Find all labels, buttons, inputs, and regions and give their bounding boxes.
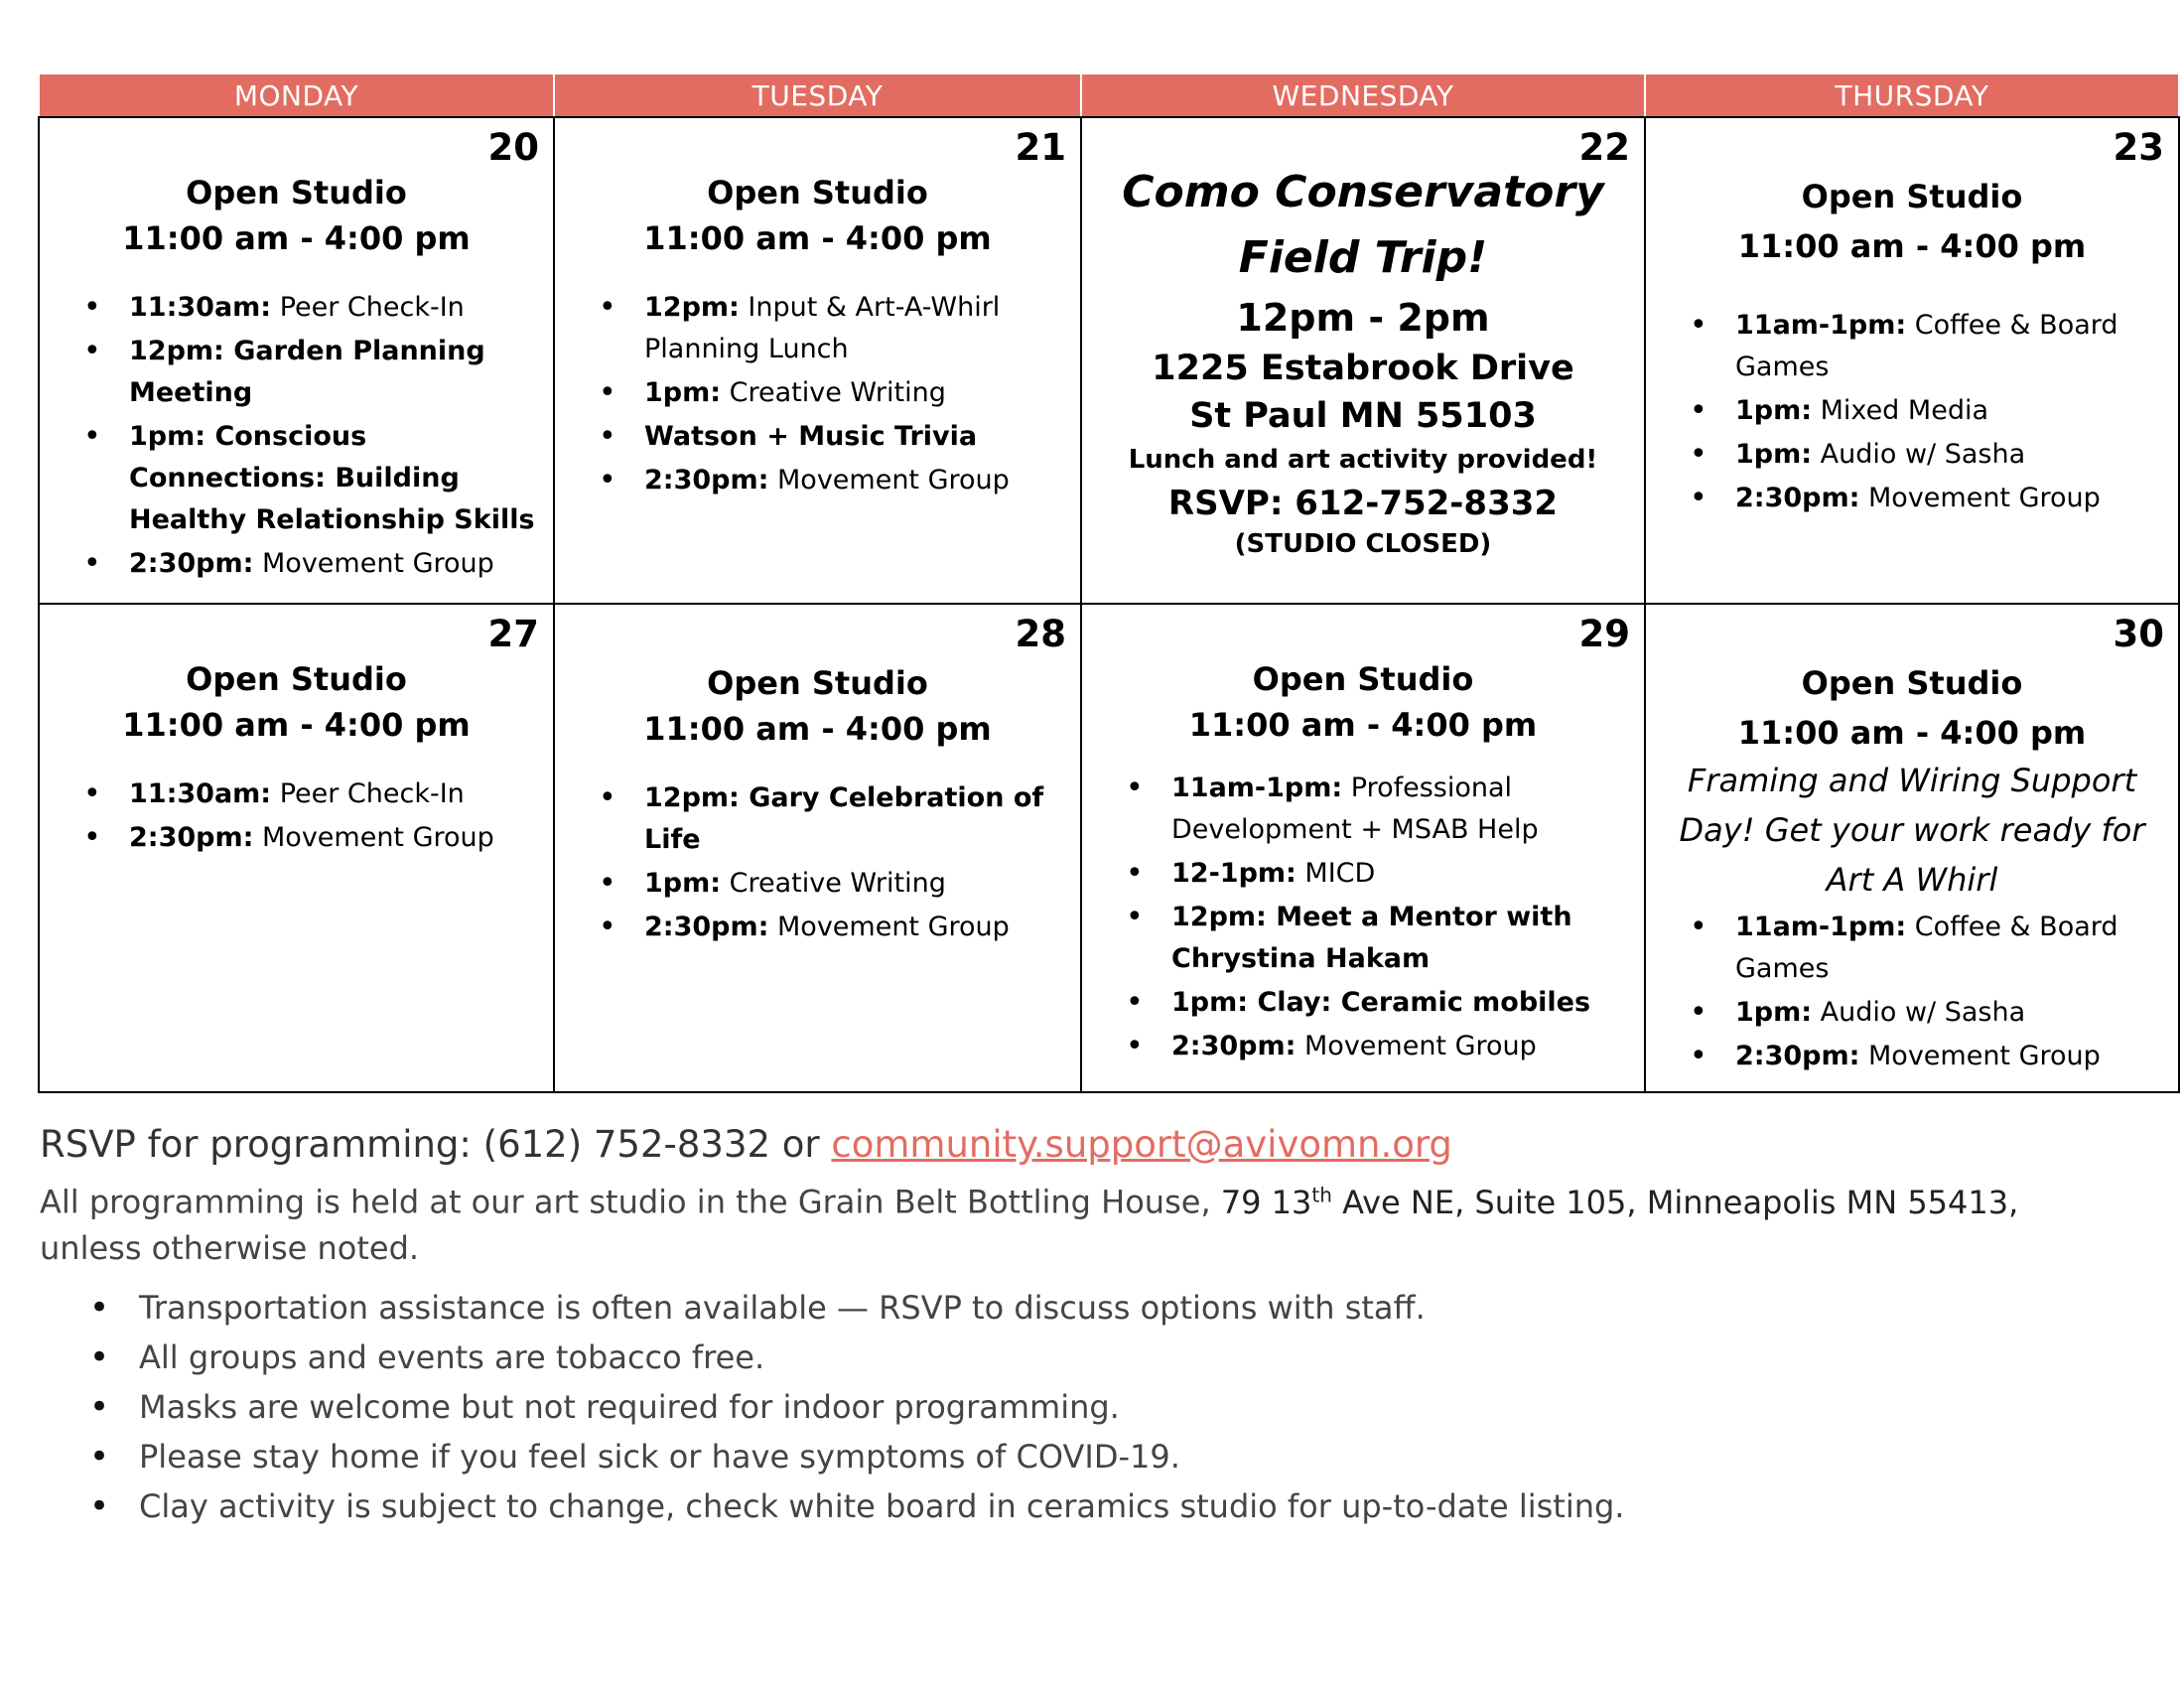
field-trip-lunch-note: Lunch and art activity provided! xyxy=(1128,445,1598,475)
rsvp-line xyxy=(40,1120,2144,1170)
event-item: • 1pm: Audio w/ Sasha xyxy=(1656,992,2168,1034)
open-studio-time: 11:00 am - 4:00 pm xyxy=(643,710,992,748)
event-item: • 12pm: Meet a Mentor with Chrystina Hakam xyxy=(1092,897,1634,980)
event-list xyxy=(565,287,1070,501)
week-row-2 xyxy=(39,604,2179,1092)
calendar-table xyxy=(38,72,2180,1093)
event-item: • 11am-1pm: Professional Development + MSAB Help xyxy=(1092,768,1634,851)
event-item: • 2:30pm: Movement Group xyxy=(1092,1026,1634,1067)
note-item: • All groups and events are tobacco free. xyxy=(40,1333,2144,1382)
field-trip-time: 12pm - 2pm xyxy=(1236,296,1490,340)
day-number: 21 xyxy=(1015,126,1066,169)
event-list xyxy=(1656,305,2168,519)
field-trip-address-line2: St Paul MN 55103 xyxy=(1189,396,1537,436)
open-studio-time: 11:00 am - 4:00 pm xyxy=(122,219,471,257)
open-studio-time: 11:00 am - 4:00 pm xyxy=(122,706,471,744)
note-item: • Please stay home if you feel sick or have symptoms of COVID-19. xyxy=(40,1432,2144,1481)
event-item: • 1pm: Conscious Connections: Building Healthy Relationship Skills xyxy=(50,416,543,541)
event-list xyxy=(50,287,543,585)
field-trip-address-line1: 1225 Estabrook Drive xyxy=(1152,349,1574,388)
open-studio-time: 11:00 am - 4:00 pm xyxy=(643,219,992,257)
field-trip-title-line1: Como Conservatory xyxy=(1122,167,1604,217)
open-studio-time: 11:00 am - 4:00 pm xyxy=(1737,714,2087,752)
note-item: • Transportation assistance is often available — RSVP to discuss options with staff. xyxy=(40,1283,2144,1333)
event-item: • 2:30pm: Movement Group xyxy=(50,543,543,585)
event-item: • 12pm: Garden Planning Meeting xyxy=(50,331,543,414)
event-item: • 11am-1pm: Coffee & Board Games xyxy=(1656,907,2168,990)
event-item: • 1pm: Creative Writing xyxy=(565,863,1070,905)
open-studio-title: Open Studio xyxy=(186,660,407,698)
day-number: 28 xyxy=(1015,613,1066,655)
day-cell-30 xyxy=(1645,604,2179,1092)
footer-info xyxy=(40,1120,2144,1531)
day-number: 29 xyxy=(1578,613,1630,655)
week-row-1 xyxy=(39,117,2179,604)
event-list xyxy=(1092,768,1634,1067)
event-list xyxy=(565,777,1070,948)
event-item: • 1pm: Creative Writing xyxy=(565,372,1070,414)
day-number: 30 xyxy=(2113,613,2164,655)
open-studio-title: Open Studio xyxy=(707,174,928,211)
event-item: • 11:30am: Peer Check-In xyxy=(50,774,543,815)
event-list xyxy=(50,774,543,859)
weekday-wednesday: WEDNESDAY xyxy=(1081,73,1645,117)
framing-support-note: Framing and Wiring Support Day! Get your work ready for Art A Whirl xyxy=(1679,762,2145,899)
event-item: • Watson + Music Trivia xyxy=(565,416,1070,458)
day-number: 22 xyxy=(1578,126,1630,169)
note-item: • Masks are welcome but not required for indoor programming. xyxy=(40,1382,2144,1432)
open-studio-title: Open Studio xyxy=(1252,660,1474,698)
event-item: • 1pm: Mixed Media xyxy=(1656,390,2168,432)
event-list xyxy=(1656,907,2168,1077)
event-item: • 12-1pm: MICD xyxy=(1092,853,1634,895)
open-studio-time: 11:00 am - 4:00 pm xyxy=(1737,227,2087,265)
email-link[interactable]: community.support@avivomn.org xyxy=(831,1123,1452,1166)
event-item: • 11am-1pm: Coffee & Board Games xyxy=(1656,305,2168,388)
field-trip-rsvp: RSVP: 612-752-8332 xyxy=(1167,484,1559,523)
day-cell-28 xyxy=(554,604,1081,1092)
studio-closed-note: (STUDIO CLOSED) xyxy=(1234,529,1492,559)
field-trip-title-line2: Field Trip! xyxy=(1238,232,1488,283)
event-item: • 12pm: Gary Celebration of Life xyxy=(565,777,1070,861)
event-item: • 2:30pm: Movement Group xyxy=(565,460,1070,501)
weekday-tuesday: TUESDAY xyxy=(554,73,1081,117)
weekday-monday: MONDAY xyxy=(39,73,554,117)
open-studio-title: Open Studio xyxy=(707,664,928,702)
day-number: 23 xyxy=(2113,126,2164,169)
day-cell-20 xyxy=(39,117,554,604)
notes-list xyxy=(40,1283,2144,1531)
weekday-header-row xyxy=(39,73,2179,117)
day-cell-22 xyxy=(1081,117,1645,604)
event-item: • 1pm: Audio w/ Sasha xyxy=(1656,434,2168,476)
rsvp-label: RSVP for programming: (612) 752-8332 or xyxy=(40,1123,832,1166)
day-cell-23 xyxy=(1645,117,2179,604)
event-item: • 2:30pm: Movement Group xyxy=(565,907,1070,948)
studio-address: 79 13th Ave NE, Suite 105, Minneapolis MN 55413, xyxy=(1220,1183,2019,1221)
open-studio-title: Open Studio xyxy=(1801,664,2023,702)
open-studio-title: Open Studio xyxy=(186,174,407,211)
weekday-thursday: THURSDAY xyxy=(1645,73,2179,117)
event-item: • 2:30pm: Movement Group xyxy=(1656,478,2168,519)
day-number: 20 xyxy=(487,126,539,169)
event-item: • 2:30pm: Movement Group xyxy=(1656,1036,2168,1077)
day-number: 27 xyxy=(487,613,539,655)
studio-location-info: All programming is held at our art studio in the Grain Belt Bottling House, 79 13th Ave NE, Suite 105, Minneapolis MN 55413, unless otherwise noted. xyxy=(40,1183,2019,1267)
open-studio-title: Open Studio xyxy=(1801,178,2023,215)
note-item: • Clay activity is subject to change, check white board in ceramics studio for up-to-date listing. xyxy=(40,1481,2144,1531)
event-item: • 11:30am: Peer Check-In xyxy=(50,287,543,329)
day-cell-21 xyxy=(554,117,1081,604)
day-cell-29 xyxy=(1081,604,1645,1092)
day-cell-27 xyxy=(39,604,554,1092)
event-item: • 1pm: Clay: Ceramic mobiles xyxy=(1092,982,1634,1024)
event-item: • 2:30pm: Movement Group xyxy=(50,817,543,859)
event-item: • 12pm: Input & Art-A-Whirl Planning Lunch xyxy=(565,287,1070,370)
open-studio-time: 11:00 am - 4:00 pm xyxy=(1188,706,1538,744)
